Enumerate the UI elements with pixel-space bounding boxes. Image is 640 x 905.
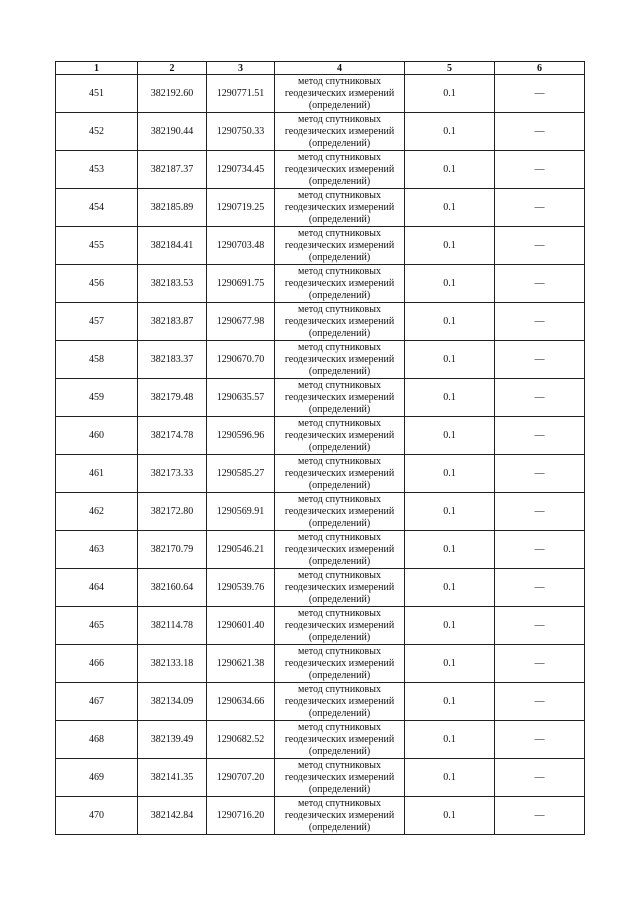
point-number-cell: 456 — [56, 265, 138, 303]
y-coordinate-cell: 1290596.96 — [207, 417, 275, 455]
table-row — [56, 455, 585, 493]
method-cell: метод спутниковых геодезических измерений (определений) — [275, 797, 405, 835]
table-row — [56, 569, 585, 607]
y-coordinate-cell: 1290771.51 — [207, 75, 275, 113]
method-cell: метод спутниковых геодезических измерений (определений) — [275, 417, 405, 455]
method-cell: метод спутниковых геодезических измерений (определений) — [275, 341, 405, 379]
method-cell: метод спутниковых геодезических измерений (определений) — [275, 721, 405, 759]
point-number-cell: 462 — [56, 493, 138, 531]
point-number-cell: 454 — [56, 189, 138, 227]
table-row — [56, 303, 585, 341]
point-number-cell: 466 — [56, 645, 138, 683]
x-coordinate-cell: 382183.53 — [138, 265, 207, 303]
note-cell: — — [495, 531, 585, 569]
accuracy-cell: 0.1 — [405, 341, 495, 379]
note-cell: — — [495, 417, 585, 455]
note-cell: — — [495, 569, 585, 607]
method-cell: метод спутниковых геодезических измерений (определений) — [275, 113, 405, 151]
x-coordinate-cell: 382179.48 — [138, 379, 207, 417]
accuracy-cell: 0.1 — [405, 683, 495, 721]
y-coordinate-cell: 1290677.98 — [207, 303, 275, 341]
table-row — [56, 341, 585, 379]
point-number-cell: 467 — [56, 683, 138, 721]
point-number-cell: 470 — [56, 797, 138, 835]
table-row — [56, 189, 585, 227]
table-row — [56, 493, 585, 531]
method-cell: метод спутниковых геодезических измерений (определений) — [275, 265, 405, 303]
point-number-cell: 461 — [56, 455, 138, 493]
method-cell: метод спутниковых геодезических измерений (определений) — [275, 151, 405, 189]
x-coordinate-cell: 382192.60 — [138, 75, 207, 113]
note-cell: — — [495, 607, 585, 645]
method-cell: метод спутниковых геодезических измерений (определений) — [275, 455, 405, 493]
x-coordinate-cell: 382133.18 — [138, 645, 207, 683]
method-cell: метод спутниковых геодезических измерений (определений) — [275, 645, 405, 683]
y-coordinate-cell: 1290682.52 — [207, 721, 275, 759]
point-number-cell: 455 — [56, 227, 138, 265]
x-coordinate-cell: 382142.84 — [138, 797, 207, 835]
x-coordinate-cell: 382174.78 — [138, 417, 207, 455]
x-coordinate-cell: 382187.37 — [138, 151, 207, 189]
method-cell: метод спутниковых геодезических измерений (определений) — [275, 493, 405, 531]
accuracy-cell: 0.1 — [405, 797, 495, 835]
table-row — [56, 531, 585, 569]
table-body — [56, 75, 585, 835]
method-cell: метод спутниковых геодезических измерений (определений) — [275, 379, 405, 417]
header-row — [56, 62, 585, 75]
x-coordinate-cell: 382114.78 — [138, 607, 207, 645]
note-cell: — — [495, 645, 585, 683]
x-coordinate-cell: 382172.80 — [138, 493, 207, 531]
x-coordinate-cell: 382183.87 — [138, 303, 207, 341]
point-number-cell: 463 — [56, 531, 138, 569]
coordinates-table — [55, 61, 585, 835]
column-header-4: 4 — [275, 62, 405, 75]
point-number-cell: 451 — [56, 75, 138, 113]
note-cell: — — [495, 189, 585, 227]
table-row — [56, 607, 585, 645]
method-cell: метод спутниковых геодезических измерений (определений) — [275, 189, 405, 227]
method-cell: метод спутниковых геодезических измерений (определений) — [275, 569, 405, 607]
method-cell: метод спутниковых геодезических измерений (определений) — [275, 227, 405, 265]
table-row — [56, 265, 585, 303]
y-coordinate-cell: 1290691.75 — [207, 265, 275, 303]
y-coordinate-cell: 1290635.57 — [207, 379, 275, 417]
table-row — [56, 683, 585, 721]
y-coordinate-cell: 1290621.38 — [207, 645, 275, 683]
y-coordinate-cell: 1290719.25 — [207, 189, 275, 227]
accuracy-cell: 0.1 — [405, 531, 495, 569]
table-row — [56, 721, 585, 759]
y-coordinate-cell: 1290707.20 — [207, 759, 275, 797]
point-number-cell: 459 — [56, 379, 138, 417]
y-coordinate-cell: 1290546.21 — [207, 531, 275, 569]
method-cell: метод спутниковых геодезических измерений (определений) — [275, 607, 405, 645]
accuracy-cell: 0.1 — [405, 455, 495, 493]
note-cell: — — [495, 721, 585, 759]
x-coordinate-cell: 382183.37 — [138, 341, 207, 379]
accuracy-cell: 0.1 — [405, 759, 495, 797]
x-coordinate-cell: 382170.79 — [138, 531, 207, 569]
x-coordinate-cell: 382160.64 — [138, 569, 207, 607]
y-coordinate-cell: 1290634.66 — [207, 683, 275, 721]
note-cell: — — [495, 759, 585, 797]
x-coordinate-cell: 382139.49 — [138, 721, 207, 759]
method-cell: метод спутниковых геодезических измерений (определений) — [275, 531, 405, 569]
method-cell: метод спутниковых геодезических измерений (определений) — [275, 75, 405, 113]
accuracy-cell: 0.1 — [405, 417, 495, 455]
y-coordinate-cell: 1290539.76 — [207, 569, 275, 607]
table-row — [56, 759, 585, 797]
method-cell: метод спутниковых геодезических измерений (определений) — [275, 759, 405, 797]
table-row — [56, 151, 585, 189]
y-coordinate-cell: 1290569.91 — [207, 493, 275, 531]
x-coordinate-cell: 382141.35 — [138, 759, 207, 797]
point-number-cell: 458 — [56, 341, 138, 379]
note-cell: — — [495, 151, 585, 189]
accuracy-cell: 0.1 — [405, 151, 495, 189]
note-cell: — — [495, 265, 585, 303]
accuracy-cell: 0.1 — [405, 493, 495, 531]
point-number-cell: 453 — [56, 151, 138, 189]
y-coordinate-cell: 1290585.27 — [207, 455, 275, 493]
note-cell: — — [495, 379, 585, 417]
y-coordinate-cell: 1290601.40 — [207, 607, 275, 645]
point-number-cell: 457 — [56, 303, 138, 341]
note-cell: — — [495, 113, 585, 151]
x-coordinate-cell: 382184.41 — [138, 227, 207, 265]
point-number-cell: 452 — [56, 113, 138, 151]
y-coordinate-cell: 1290670.70 — [207, 341, 275, 379]
x-coordinate-cell: 382173.33 — [138, 455, 207, 493]
table-row — [56, 645, 585, 683]
note-cell: — — [495, 683, 585, 721]
point-number-cell: 460 — [56, 417, 138, 455]
accuracy-cell: 0.1 — [405, 569, 495, 607]
y-coordinate-cell: 1290750.33 — [207, 113, 275, 151]
table-row — [56, 379, 585, 417]
x-coordinate-cell: 382190.44 — [138, 113, 207, 151]
table-row — [56, 75, 585, 113]
accuracy-cell: 0.1 — [405, 303, 495, 341]
accuracy-cell: 0.1 — [405, 189, 495, 227]
y-coordinate-cell: 1290734.45 — [207, 151, 275, 189]
table-row — [56, 417, 585, 455]
note-cell: — — [495, 303, 585, 341]
table-row — [56, 227, 585, 265]
accuracy-cell: 0.1 — [405, 265, 495, 303]
accuracy-cell: 0.1 — [405, 721, 495, 759]
note-cell: — — [495, 455, 585, 493]
y-coordinate-cell: 1290716.20 — [207, 797, 275, 835]
note-cell: — — [495, 341, 585, 379]
method-cell: метод спутниковых геодезических измерений (определений) — [275, 303, 405, 341]
accuracy-cell: 0.1 — [405, 607, 495, 645]
method-cell: метод спутниковых геодезических измерений (определений) — [275, 683, 405, 721]
note-cell: — — [495, 75, 585, 113]
accuracy-cell: 0.1 — [405, 75, 495, 113]
column-header-1: 1 — [56, 62, 138, 75]
note-cell: — — [495, 797, 585, 835]
column-header-5: 5 — [405, 62, 495, 75]
accuracy-cell: 0.1 — [405, 379, 495, 417]
point-number-cell: 464 — [56, 569, 138, 607]
point-number-cell: 465 — [56, 607, 138, 645]
point-number-cell: 468 — [56, 721, 138, 759]
accuracy-cell: 0.1 — [405, 227, 495, 265]
column-header-6: 6 — [495, 62, 585, 75]
note-cell: — — [495, 227, 585, 265]
column-header-2: 2 — [138, 62, 207, 75]
x-coordinate-cell: 382185.89 — [138, 189, 207, 227]
column-header-3: 3 — [207, 62, 275, 75]
table-row — [56, 113, 585, 151]
accuracy-cell: 0.1 — [405, 645, 495, 683]
table-row — [56, 797, 585, 835]
y-coordinate-cell: 1290703.48 — [207, 227, 275, 265]
x-coordinate-cell: 382134.09 — [138, 683, 207, 721]
point-number-cell: 469 — [56, 759, 138, 797]
note-cell: — — [495, 493, 585, 531]
accuracy-cell: 0.1 — [405, 113, 495, 151]
